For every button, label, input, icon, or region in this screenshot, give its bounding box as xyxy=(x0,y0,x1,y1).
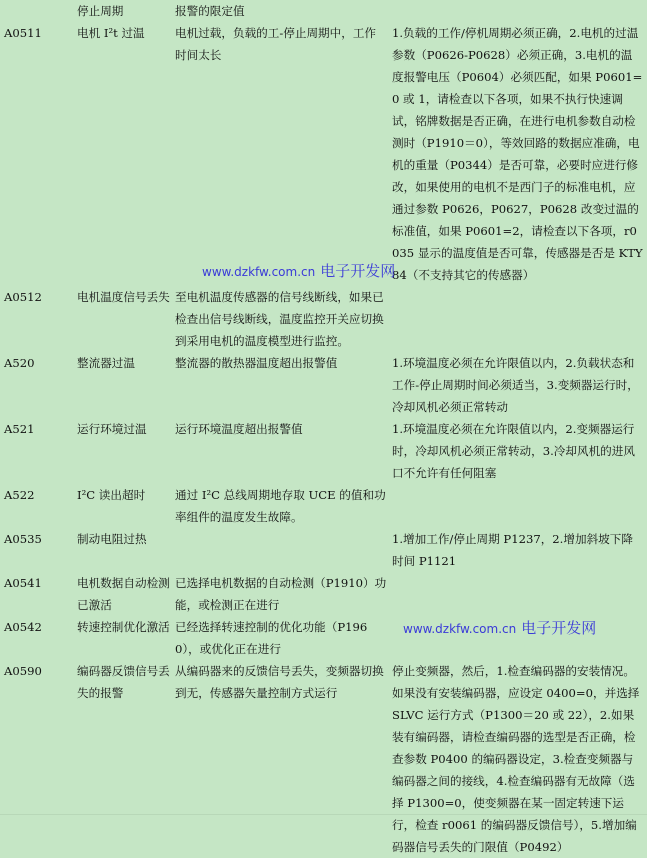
watermark xyxy=(202,262,395,281)
alarm-code: A0542 xyxy=(4,620,42,634)
table-row xyxy=(0,22,647,286)
bottom-divider xyxy=(0,814,647,815)
header-name-cell: 停止周期 xyxy=(77,4,124,18)
alarm-name: I²C 读出超时 xyxy=(77,488,146,502)
table-row xyxy=(0,286,647,352)
alarm-code: A0512 xyxy=(4,290,42,304)
watermark xyxy=(403,619,596,638)
alarm-cause: 已经选择转速控制的优化功能（P1960），或优化正在进行 xyxy=(175,620,368,656)
alarm-solution: 1.增加工作/停止周期 P1237，2.增加斜坡下降时间 P1121 xyxy=(392,532,633,568)
alarm-solution: 停止变频器，然后，1.检查编码器的安装情况。如果没有安装编码器，应设定 0400=0，并选择 SLVC 运行方式（P1300＝20 或 22），2.如果装有编码器，请检查编码器的选型是否正确，检查参数 P0400 的编码器设定，3.检查变频器与编码器之间的接线，4.检查编码器有无故障（选择 P1300=0，使变频器在某一固定转速下运行，检查 r0061 的编码器反馈信号），5.增加编码器信号丢失的门限值（P0492） xyxy=(392,664,640,854)
alarm-code: A522 xyxy=(4,488,35,502)
alarm-cause: 整流器的散热器温度超出报警值 xyxy=(175,356,338,370)
alarm-name: 运行环境过温 xyxy=(77,422,147,436)
watermark-url: www.dzkfw.com.cn xyxy=(403,622,517,636)
table-row xyxy=(0,528,647,572)
alarm-solution: 1.负载的工作/停机周期必须正确，2.电机的过温参数（P0626-P0628）必须正确，3.电机的温度报警电压（P0604）必须匹配，如果 P0601=0 或 1，请检查以下各项，如果不执行快速调试，铭牌数据是否正确，在进行电机参数自动检测时（P1910＝0），等效回路的数据应准确，电机的重量（P0344）是否可靠，必要时应进行修改，如果使用的电机不是西门子的标准电机，应通过参数 P0626，P0627，P0628 改变过温的标准值，如果 P0601=2，请检查以下各项，r0035 显示的温度值是否可靠，传感器是否是 KTY84（不支持其它的传感器） xyxy=(392,26,643,282)
table-row xyxy=(0,484,647,528)
alarm-cause: 至电机温度传感器的信号线断线，如果已检查出信号线断线，温度监控开关应切换到采用电机的温度模型进行监控。 xyxy=(175,290,384,348)
alarm-cause: 通过 I²C 总线周期地存取 UCE 的值和功率组件的温度发生故障。 xyxy=(175,488,386,524)
alarm-code: A0541 xyxy=(4,576,42,590)
alarm-cause: 已选择电机数据的自动检测（P1910）功能，或检测正在进行 xyxy=(175,576,387,612)
alarm-name: 整流器过温 xyxy=(77,356,135,370)
table-row xyxy=(0,572,647,616)
alarm-cause: 从编码器来的反馈信号丢失，变频器切换到无，传感器矢量控制方式运行 xyxy=(175,664,384,700)
table-row xyxy=(0,660,647,858)
alarm-code: A0590 xyxy=(4,664,42,678)
header-code-cell xyxy=(0,0,74,22)
header-solution-cell xyxy=(389,0,647,22)
table-row xyxy=(0,352,647,418)
alarm-solution xyxy=(389,286,647,352)
alarm-name: 电机 I²t 过温 xyxy=(77,26,145,40)
alarm-code: A0511 xyxy=(4,26,42,40)
alarm-solution xyxy=(389,484,647,528)
alarm-solution: 1.环境温度必须在允许限值以内，2.负载状态和工作-停止周期时间必须适当，3.变频器运行时，冷却风机必须正常转动 xyxy=(392,356,639,414)
alarm-name: 电机数据自动检测已激活 xyxy=(77,576,170,612)
alarm-cause xyxy=(172,528,389,572)
alarm-solution: 1.环境温度必须在允许限值以内，2.变频器运行时，冷却风机必须正常转动，3.冷却风机的进风口不允许有任何阻塞 xyxy=(392,422,635,480)
alarm-code: A521 xyxy=(4,422,35,436)
table-row xyxy=(0,418,647,484)
alarm-name: 制动电阻过热 xyxy=(77,532,147,546)
header-cause-cell: 报警的限定值 xyxy=(175,4,245,18)
header-row xyxy=(0,0,647,22)
alarm-code: A0535 xyxy=(4,532,42,546)
watermark-brand: 电子开发网 xyxy=(521,619,597,637)
watermark-url: www.dzkfw.com.cn xyxy=(202,265,316,279)
alarm-code: A520 xyxy=(4,356,35,370)
alarm-name: 转速控制优化激活 xyxy=(77,620,170,634)
alarm-cause: 运行环境温度超出报警值 xyxy=(175,422,303,436)
alarm-cause: 电机过载，负载的工-停止周期中，工作时间太长 xyxy=(175,26,377,62)
alarm-solution xyxy=(389,572,647,616)
alarm-name: 编码器反馈信号丢失的报警 xyxy=(77,664,170,700)
watermark-brand: 电子开发网 xyxy=(320,262,396,280)
alarm-name: 电机温度信号丢失 xyxy=(77,290,170,304)
